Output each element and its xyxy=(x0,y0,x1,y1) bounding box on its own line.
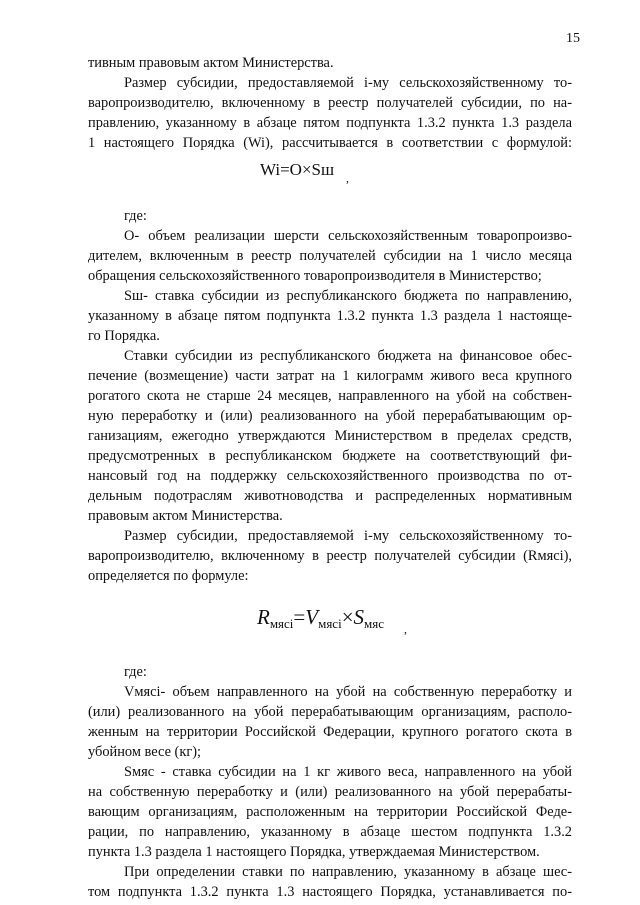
text-line: указанному в абзаце пятом подпункта 1.3.2 пункта 1.3 раздела 1 настояще- xyxy=(88,308,572,324)
text-line: Размер субсидии, предоставляемой i-му сельскохозяйственному то- xyxy=(124,75,572,91)
text-line: О- объем реализации шерсти сельскохозяйственным товаропроизво- xyxy=(124,228,572,244)
text-line: предусмотренных в республиканском бюджете на соответствующий фи- xyxy=(88,448,572,464)
text-line: печение (возмещение) части затрат на 1 килограмм живого веса крупного xyxy=(88,368,572,384)
text-line: дельным подотраслям животноводства и распределенных нормативным xyxy=(88,488,572,504)
text-line: ганизациям, ежегодно утверждаются Министерством в пределах средств, xyxy=(88,428,572,444)
text-line: варопроизводителю, включенному в реестр получателей субсидии, по на- xyxy=(88,95,572,111)
formula-rmyas: $R_{мясi}=V_{мясi}\times S_{мяс}$ xyxy=(257,605,385,631)
text-line: ную переработку и (или) реализованного на убой перерабатывающим ор- xyxy=(88,408,572,424)
text-line: Sмяс - ставка субсидии на 1 кг живого веса, направленного на убой xyxy=(124,764,572,780)
text-line: Sш- ставка субсидии из республиканского бюджета по направлению, xyxy=(124,288,572,304)
text-line: (или) реализованного на убой перерабатывающим организациям, располо- xyxy=(88,704,572,720)
text-line: женным на территории Российской Федерации, крупного рогатого скота в xyxy=(88,724,572,740)
formula-comma: , xyxy=(346,171,349,185)
text-line: определяется по формуле: xyxy=(88,568,249,584)
text-line: вающим организациям, расположенным на территории Российской Феде- xyxy=(88,804,572,820)
text-line: Ставки субсидии из республиканского бюджета на финансовое обес- xyxy=(124,348,572,364)
formula-wi: Wi=O×Sш xyxy=(260,160,335,179)
text-line: го Порядка. xyxy=(88,328,160,344)
page-number: 15 xyxy=(566,31,580,46)
text-line: правовым актом Министерства. xyxy=(88,508,283,524)
text-line: где: xyxy=(124,664,147,680)
text-line: нансовый год на поддержку сельскохозяйственного производства по от- xyxy=(88,468,572,484)
text-line: рации, по направлению, указанному в абзаце шестом подпункта 1.3.2 xyxy=(88,824,572,840)
text-line: дителем, включенным в реестр получателей субсидии на 1 число месяца xyxy=(88,248,572,264)
text-line: том подпункта 1.3.2 пункта 1.3 настоящего Порядка, устанавливается по- xyxy=(88,884,572,900)
text-line: убойном весе (кг); xyxy=(88,744,202,760)
text-line: рогатого скота не старше 24 месяцев, направленного на убой на собствен- xyxy=(88,388,572,404)
text-line: где: xyxy=(124,208,147,224)
text-line: обращения сельскохозяйственного товаропроизводителя в Министерство; xyxy=(88,268,542,284)
text-line: тивным правовым актом Министерства. xyxy=(88,55,334,71)
text-line: правлению, указанному в абзаце пятом подпункта 1.3.2 пункта 1.3 раздела xyxy=(88,115,572,131)
text-line: 1 настоящего Порядка (Wi), рассчитывается в соответствии с формулой: xyxy=(88,135,572,151)
text-line: Vмясi- объем направленного на убой на собственную переработку и xyxy=(124,684,572,700)
text-line: пункта 1.3 раздела 1 настоящего Порядка, утверждаемая Министерством. xyxy=(88,844,540,860)
text-line: варопроизводителю, включенному в реестр получателей субсидии (Rмясi), xyxy=(88,548,572,564)
text-line: на собственную переработку и (или) реализованного на убой перерабаты- xyxy=(88,784,572,800)
formula-comma: , xyxy=(404,622,407,636)
text-line: При определении ставки по направлению, указанному в абзаце шес- xyxy=(124,864,572,880)
text-line: Размер субсидии, предоставляемой i-му сельскохозяйственному то- xyxy=(124,528,572,544)
